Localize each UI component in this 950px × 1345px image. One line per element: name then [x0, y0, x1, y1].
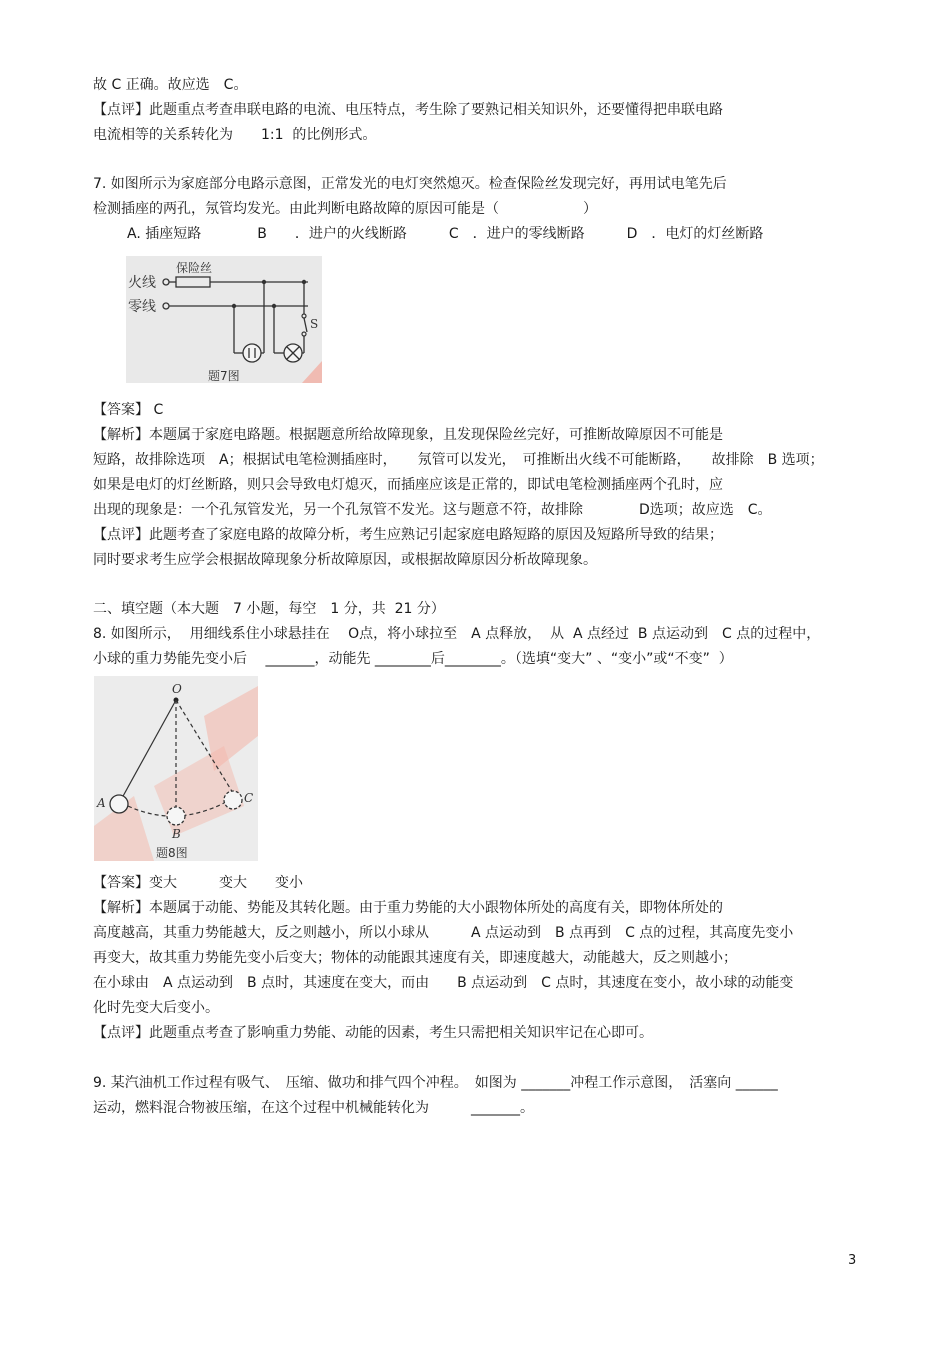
- text-line: 故 C 正确。故应选 C。: [93, 77, 248, 93]
- page-number: 3: [848, 1253, 857, 1268]
- pendulum-diagram: [94, 676, 258, 861]
- fuse-symbol: [176, 277, 210, 287]
- label-live: 火线: [128, 275, 156, 291]
- label-switch: S: [310, 317, 319, 331]
- section-heading: 二、填空题（本大题 7 小题，每空 1 分，共 21 分）: [93, 601, 445, 617]
- answer-line: 【答案】变大 变大 变小: [93, 875, 303, 891]
- figure-8-caption: 题8图: [156, 846, 188, 860]
- ball-C: [224, 791, 242, 809]
- question-9-stem: 运动，燃料混合物被压缩，在这个过程中机械能转化为 _______。: [93, 1100, 534, 1116]
- label-B: B: [172, 827, 181, 841]
- ball-A: [110, 795, 128, 813]
- ball-B: [167, 807, 185, 825]
- comment-line: 同时要求考生应学会根据故障现象分析故障原因，或根据故障原因分析故障现象。: [93, 552, 597, 568]
- figure-8-pendulum: [94, 676, 258, 861]
- comment-line: 【点评】此题重点考查了影响重力势能、动能的因素，考生只需把相关知识牢记在心即可。: [93, 1025, 653, 1041]
- analysis-line: 【解析】本题属于动能、势能及其转化题。由于重力势能的大小跟物体所处的高度有关，即物体所处的: [93, 900, 723, 916]
- analysis-line: 高度越高，其重力势能越大，反之则越小，所以小球从 A 点运动到 B 点再到 C 点的过程，其高度先变小: [93, 925, 794, 941]
- circuit-diagram: [126, 256, 322, 383]
- analysis-line: 【解析】本题属于家庭电路题。根据题意所给故障现象，且发现保险丝完好，可推断故障原因不可能是: [93, 427, 723, 443]
- label-fuse: 保险丝: [176, 261, 213, 275]
- question-7-options: A. 插座短路 B ．进户的火线断路 C ．进户的零线断路 D ．电灯的灯丝断路: [127, 226, 764, 242]
- question-9-stem: 9. 某汽油机工作过程有吸气、 压缩、做功和排气四个冲程。 如图为 _______冲程工作示意图， 活塞向 ______: [93, 1075, 778, 1091]
- comment-line: 【点评】此题考查了家庭电路的故障分析，考生应熟记引起家庭电路短路的原因及短路所导致的结果；: [93, 527, 723, 543]
- question-8-stem: 8. 如图所示， 用细线系住小球悬挂在 O点，将小球拉至 A 点释放， 从 A 点经过 B 点运动到 C 点的过程中，: [93, 626, 821, 642]
- analysis-line: 在小球由 A 点运动到 B 点时，其速度在变大，而由 B 点运动到 C 点时，其速度在变小，故小球的动能变: [93, 975, 794, 991]
- figure-7-caption: 题7图: [208, 369, 240, 383]
- question-7-stem: 7. 如图所示为家庭部分电路示意图，正常发光的电灯突然熄灭。检查保险丝发现完好，再用试电笔先后: [93, 176, 727, 192]
- analysis-line: 化时先变大后变小。: [93, 1000, 219, 1016]
- label-C: C: [244, 791, 254, 805]
- label-O: O: [172, 682, 182, 696]
- analysis-line: 再变大，故其重力势能先变小后变大；物体的动能跟其速度有关，即速度越大，动能越大，反之则越小；: [93, 950, 737, 966]
- answer-line: 【答案】 C: [93, 402, 164, 418]
- socket-symbol: [243, 344, 261, 362]
- figure-7-circuit: [126, 256, 322, 383]
- label-A: A: [97, 796, 106, 810]
- comment-line: 电流相等的关系转化为 1:1 的比例形式。: [93, 127, 377, 143]
- analysis-line: 如果是电灯的灯丝断路，则只会导致电灯熄灭，而插座应该是正常的，即试电笔检测插座两个孔时，应: [93, 477, 723, 493]
- comment-line: 【点评】此题重点考查串联电路的电流、电压特点，考生除了要熟记相关知识外，还要懂得把串联电路: [93, 102, 723, 118]
- question-8-stem: 小球的重力势能先变小后 _______，动能先 ________后________。（选填“变大” 、“变小”或“不变” ）: [93, 651, 733, 667]
- analysis-line: 短路，故排除选项 A；根据试电笔检测插座时， 氖管可以发光， 可推断出火线不可能断路， 故排除 B 选项；: [93, 452, 824, 468]
- question-7-stem: 检测插座的两孔，氖管均发光。由此判断电路故障的原因可能是（ ）: [93, 201, 597, 217]
- analysis-line: 出现的现象是：一个孔氖管发光，另一个孔氖管不发光。这与题意不符，故排除 D选项；故应选 C。: [93, 502, 772, 518]
- switch-symbol: [304, 318, 307, 332]
- label-neutral: 零线: [128, 299, 156, 315]
